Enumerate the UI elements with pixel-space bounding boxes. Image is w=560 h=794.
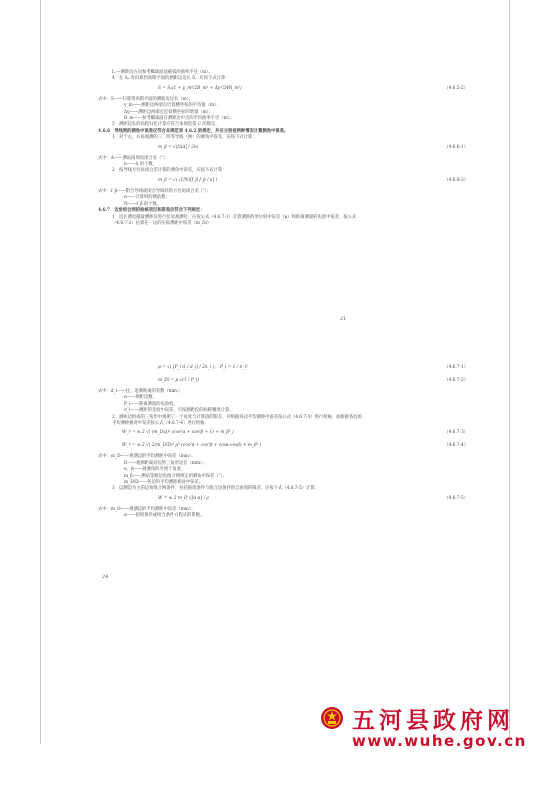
equation	[98, 376, 468, 388]
text-line: n——Δ 的个数。	[124, 162, 158, 168]
equation-formula: W_r = ± 2 √( (m_D/ρ)² (cos²α + cos²β + 1) + m_β² )	[122, 430, 234, 436]
text-line: 式中：Δ——测站圆周角闭合差（″）；	[98, 155, 170, 161]
equation-number: （4.6.6-1）	[444, 144, 468, 150]
text-line: 2 测距边组成的三角形中观测了一个角度与计算值的限差，可根据各边平均测距中误差按公式（4.6.7-3）进行检核；或根据各边的平均测距相对中误差按公式（4.6.7-4）进行检核：	[112, 414, 362, 427]
equation-number: （4.6.7-1）	[444, 365, 468, 370]
text-line: 式中：f_β——附合导线或闭合导线环的方位角闭合差（″）；	[98, 188, 212, 194]
text-line: 5 测距边长的高程归化计算应符合本规范第 C 的规定。	[112, 122, 220, 128]
equation-number: （4.6.6-2）	[444, 177, 468, 183]
site-url: www.wuhe.gov.cn	[352, 732, 527, 750]
page-left-border	[40, 0, 41, 744]
section-heading: 4.6.7 边角组合网的检核项目和限差应符合下列规定：	[98, 208, 205, 214]
equation-formula: m_β = √( (1/N)[f_β f_β / n] )	[158, 177, 218, 183]
text-line: 4 在 Sₑ 再归算到高斯平面的测距边边长 S，应按下式计算：	[112, 76, 230, 82]
equation	[98, 441, 468, 453]
equation-formula: m_Di = μ √(1 / P_i)	[158, 378, 199, 383]
text-line: α、β——观测角的另两个角度；	[124, 467, 186, 473]
text-line: 1 对于左、右角观测的三、四等导线（网）的测角中误差，应按下式计算：	[112, 135, 257, 141]
equation-number: （4.6.7-4）	[444, 443, 468, 449]
text-line: α——圆周条件或组合条件方程式的系数。	[124, 513, 205, 519]
text-line: D——观测距离对边的三角形边长（mm）；	[124, 460, 207, 466]
text-line: m_β——测站等级边角组合网规定的测角中误差（″）；	[124, 473, 227, 479]
text-line: 1 边长测电磁波测距仪进行往返观测时，应按公式（4.6.7-1）计算测距的单位权中误差（μ）和距离测量的先验中误差；按公式（4.6.7-2）估算任一边的实际测距中误差（m_Di）：	[112, 214, 357, 226]
text-line: n——测距边数；	[124, 395, 157, 401]
equation	[98, 84, 468, 96]
document-page-upper	[98, 70, 468, 227]
equation-formula: S = Sₑ(1 + y_m²/2R_m² + Δy²/24R_m²)	[158, 85, 242, 91]
text-line: 式中：m_D——观测边的平均测距中误差（mm）；	[98, 506, 196, 512]
page-number: 21	[340, 316, 347, 322]
national-emblem-icon	[320, 706, 344, 730]
text-line: 式中：S——归算到高斯平面的测距边边长（m）；	[98, 96, 194, 102]
site-name: 五河县政府网	[352, 708, 514, 734]
equation	[98, 494, 468, 506]
equation-formula: μ = √( [P_i d_i d_i] / 2n_i ); P_i = 1 / σ_i²	[158, 365, 248, 370]
equation-formula: W = ± 2 m_D √[α α] / ρ	[158, 495, 209, 501]
text-line: σ_i——测距的先验中误差，可按测距仪的标称精度计算。	[124, 408, 234, 414]
text-line: L —测距边方向参考椭球面法截弧的曲率半径（m）。	[112, 70, 213, 75]
text-line: 式中：d_i——往、返测距离的差数（mm）；	[98, 389, 184, 394]
equation-number: （4.6.7-2）	[444, 378, 468, 383]
site-watermark	[320, 706, 527, 750]
text-line: N——f_β 的个数。	[124, 201, 162, 207]
text-line: R_m——参考椭球面在测距边中点的平均曲率半径（m）。	[124, 116, 235, 122]
text-line: Δy——测距边两端点近似横坐标的增量（m）；	[124, 109, 214, 115]
text-line: y_m——测距边两端点近似横坐标的平均值（m）；	[124, 103, 221, 109]
equation-number: （4.6.7-3）	[444, 430, 468, 436]
document-page-lower	[98, 362, 468, 520]
equation-formula: W_r = ± 2 √( 2(m_D/D)² ρ² (cos²α + cos²β + cosα·cosβ) + m_β² )	[122, 443, 262, 449]
equation-formula: m_β = √([ΔΔ] / 2n)	[158, 144, 199, 150]
text-line: 2 按导线方位角闭合差计算的测角中误差，应按下式计算：	[112, 168, 227, 174]
equation	[98, 143, 468, 155]
text-line: 3 以测边为主的边角组合网条件，包括圆周条件与组合边条件的自由项的限差，应按下式（4.6.7-5）计算：	[112, 486, 319, 492]
text-line: P_i——距离测量的先验权；	[124, 401, 178, 407]
page-right-border	[509, 0, 510, 744]
section-heading: 4.6.6 导线网的测角中误差应符合本规范表 4.6.2 的规定，并应分别按两种情况计算测角中误差。	[98, 128, 289, 134]
equation-number: （4.6.5-2）	[444, 85, 468, 91]
equation-number: （4.6.7-5）	[444, 495, 468, 501]
equation	[98, 176, 468, 188]
text-line: m_D/D——各边的平均测距相对中误差。	[124, 480, 204, 486]
equation	[98, 428, 468, 440]
page-number: 24	[102, 574, 109, 580]
equation	[98, 363, 468, 375]
text-line: n——计算时的测站数；	[124, 195, 170, 201]
text-line: 式中：m_D——观测边的平均测距中误差（mm）；	[98, 454, 196, 460]
